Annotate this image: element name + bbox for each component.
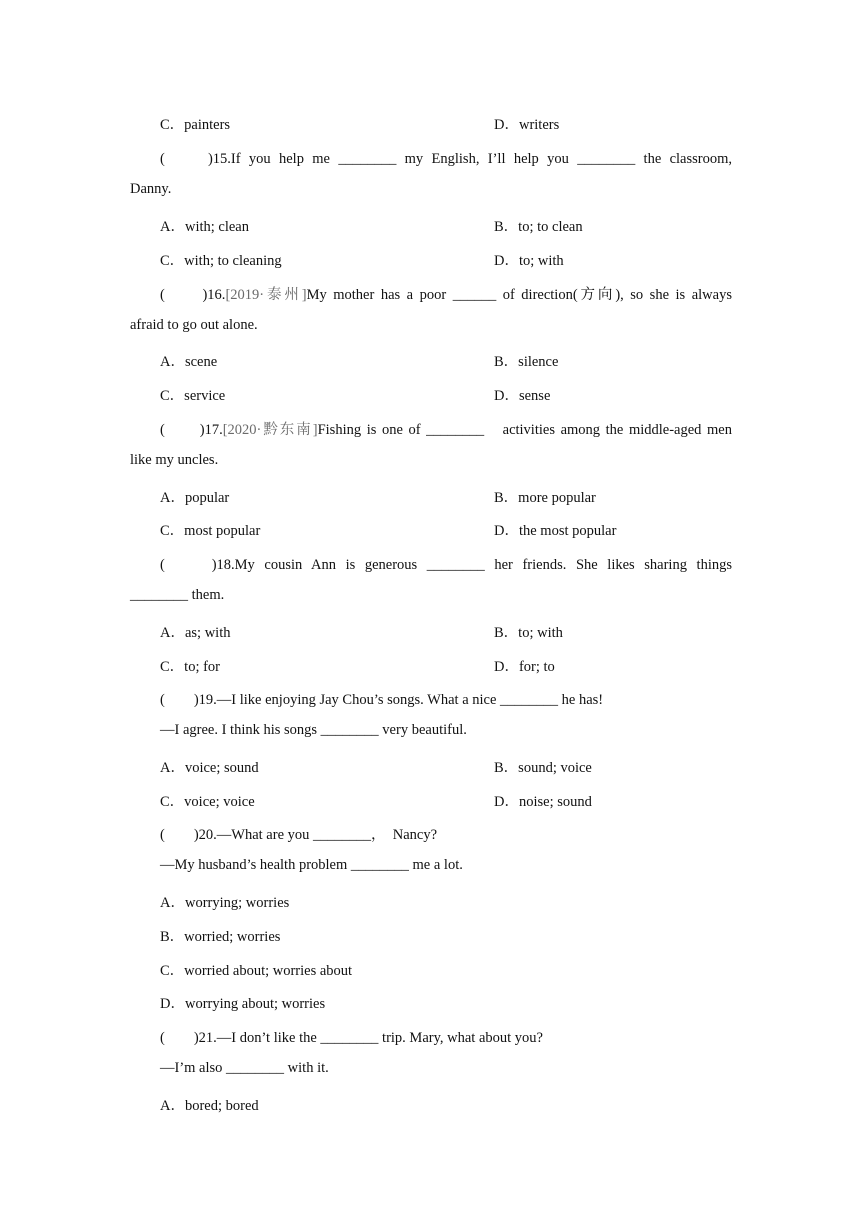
q16-option-d: D．sense: [494, 388, 551, 404]
q19-option-c: C．voice; voice: [160, 794, 255, 810]
q16-stem-line2: afraid to go out alone.: [130, 317, 258, 333]
q21-option-a: A．bored; bored: [160, 1098, 259, 1114]
q15-stem-line1: ( )15.If you help me ________ my English, I’ll help you ________ the classroom,: [160, 151, 732, 167]
q14-option-d: D．writers: [494, 117, 560, 133]
q19-stem-line1: ( )19.—I like enjoying Jay Chou’s songs. What a nice ________ he has!: [160, 692, 604, 708]
q17-stem-line2: like my uncles.: [130, 452, 219, 468]
q19-stem-line2: —I agree. I think his songs ________ very beautiful.: [160, 722, 467, 738]
q16-prefix: ( )16.: [160, 287, 226, 303]
q16-option-b: B．silence: [494, 354, 559, 370]
q20-option-d: D．worrying about; worries: [160, 996, 326, 1012]
q17-option-c: C．most popular: [160, 523, 261, 539]
q17-option-a: A．popular: [160, 490, 230, 506]
q17-prefix: ( )17.: [160, 422, 223, 438]
q19-option-a: A．voice; sound: [160, 760, 259, 776]
q18-option-c: C．to; for: [160, 659, 221, 675]
q16-option-c: C．service: [160, 388, 226, 404]
q14-option-c: C．painters: [160, 117, 231, 133]
q17-option-d: D．the most popular: [494, 523, 617, 539]
q16-stem-text: My mother has a poor ______ of direction(方向), so she is always: [306, 287, 732, 303]
q20-stem-line2: —My husband’s health problem ________ me a lot.: [160, 857, 463, 873]
q18-option-b: B．to; with: [494, 625, 563, 641]
q18-stem-line2: ________ them.: [130, 587, 225, 603]
q18-option-d: D．for; to: [494, 659, 555, 675]
q20-stem-line1: ( )20.—What are you ________， Nancy?: [160, 827, 438, 843]
q15-option-b: B．to; to clean: [494, 219, 583, 235]
q21-stem-line1: ( )21.—I don’t like the ________ trip. Mary, what about you?: [160, 1030, 543, 1046]
q16-source-tag: [2019·泰州]: [225, 287, 307, 303]
q15-option-d: D．to; with: [494, 253, 564, 269]
q18-option-a: A．as; with: [160, 625, 231, 641]
q21-stem-line2: —I’m also ________ with it.: [160, 1060, 329, 1076]
q20-option-b: B．worried; worries: [160, 929, 281, 945]
q16-stem-line1: [160, 283, 732, 304]
q20-option-a: A．worrying; worries: [160, 895, 290, 911]
q18-stem-line1: ( )18.My cousin Ann is generous ________ her friends. She likes sharing things: [160, 557, 732, 573]
q17-source-tag: [2020·黔东南]: [222, 422, 318, 438]
q19-option-b: B．sound; voice: [494, 760, 592, 776]
q15-stem-line2: Danny.: [130, 181, 172, 197]
q17-stem-text: Fishing is one of ________ activities among the middle-aged men: [317, 422, 732, 438]
q19-option-d: D．noise; sound: [494, 794, 592, 810]
q20-option-c: C．worried about; worries about: [160, 963, 353, 979]
q17-stem-line1: [160, 418, 732, 439]
q15-option-a: A．with; clean: [160, 219, 249, 235]
q16-option-a: A．scene: [160, 354, 218, 370]
q15-option-c: C．with; to cleaning: [160, 253, 282, 269]
q17-option-b: B．more popular: [494, 490, 596, 506]
